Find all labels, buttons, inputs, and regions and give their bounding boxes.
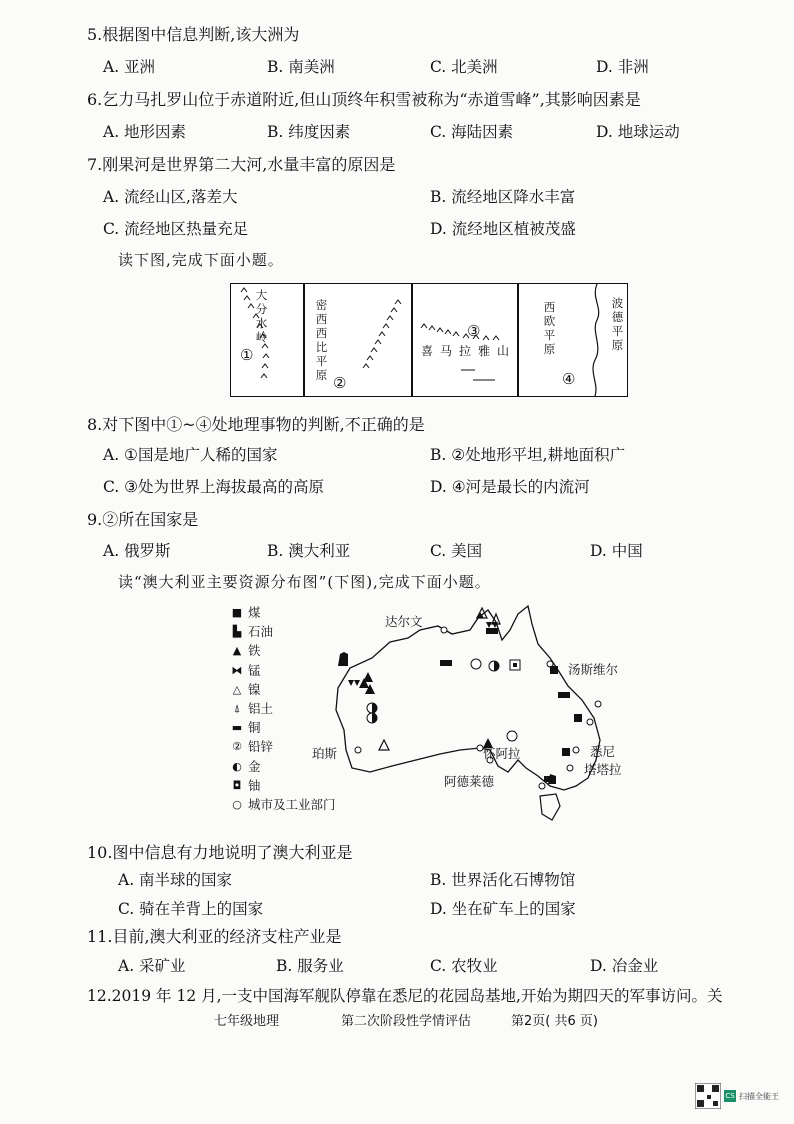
tasmania-outline: [540, 794, 560, 820]
question-number: 10.: [87, 843, 113, 862]
question-number: 11.: [87, 927, 113, 946]
question-stem: 根据图中信息判断,该大洲为: [102, 25, 300, 44]
copper-icon: ▬: [231, 721, 243, 735]
option-11d: D. 冶金业: [590, 957, 659, 975]
city-label-perth: 珀斯: [312, 746, 338, 761]
option-5b: B. 南美洲: [267, 58, 335, 76]
oil-icon: [548, 774, 556, 784]
copper-icon: [440, 660, 452, 666]
legend-item: ⧓ 锰: [230, 661, 336, 680]
option-10b: B. 世界活化石博物馆: [430, 871, 576, 889]
option-10a: A. 南半球的国家: [118, 871, 233, 889]
uranium-icon: ◘: [232, 778, 242, 792]
option-9d: D. 中国: [590, 542, 643, 560]
mountain-label-himalaya: 喜马拉雅山: [421, 344, 517, 358]
mountain-range-icon: [413, 284, 517, 396]
city-darwin-marker: [441, 627, 447, 633]
nickel-icon: [379, 740, 389, 750]
scanner-watermark: [695, 1081, 785, 1111]
city-label-sydney: 悉尼: [590, 744, 616, 759]
legend-item: ▬ 铜: [230, 718, 336, 737]
question-5: [87, 22, 299, 45]
option-9b: B. 澳大利亚: [267, 542, 351, 560]
city-label-darwin: 达尔文: [385, 614, 423, 629]
city-icon: ○: [232, 798, 242, 812]
question-9: [87, 507, 198, 530]
question-number: 6.: [87, 90, 103, 109]
legend-item: ▙ 石油: [230, 622, 336, 641]
city-label-townsville: 汤斯维尔: [568, 662, 619, 677]
city-label-whyalla: 怀阿拉: [483, 746, 521, 761]
uranium-icon: [513, 663, 517, 667]
option-6c: C. 海陆因素: [430, 123, 514, 141]
option-11b: B. 服务业: [276, 957, 344, 975]
question-stem: 2019 年 12 月,一支中国海军舰队停靠在悉尼的花园岛基地,开始为期四天的军事访问。关: [111, 987, 723, 1005]
city-brisbane-marker: [587, 719, 593, 725]
oil-icon: [338, 652, 348, 666]
manganese-icon: [348, 680, 360, 686]
manganese-icon: ⧓: [231, 663, 243, 677]
legend-item: ◘ 铀: [230, 776, 336, 795]
figure1-panel-3: [412, 283, 518, 397]
plain-label-west-europe: 西欧平原: [543, 300, 556, 356]
camscanner-logo-icon: CS: [725, 1092, 735, 1100]
figure1-panel-2: [304, 283, 412, 397]
question-number: 8.: [87, 415, 103, 434]
option-8d: D. ④河是最长的内流河: [430, 478, 590, 496]
legend-item: △ 镍: [230, 680, 336, 699]
question-stem: 对下图中①~④处地理事物的判断,不正确的是: [102, 415, 425, 434]
coal-icon: [562, 748, 570, 756]
option-9c: C. 美国: [430, 542, 483, 560]
option-5c: C. 北美洲: [430, 58, 498, 76]
legend-item: ■ 煤: [230, 603, 336, 622]
question-stem: 刚果河是世界第二大河,水量丰富的原因是: [102, 155, 396, 174]
option-10d: D. 坐在矿车上的国家: [430, 900, 576, 918]
bauxite-icon: ⍋: [233, 702, 241, 716]
oil-icon: ▙: [232, 625, 242, 639]
marker-3: ③: [467, 322, 481, 340]
legend-item: ② 铅锌: [230, 737, 336, 756]
figure1-panel-4: [518, 283, 628, 397]
lead-zinc-icon: [507, 731, 517, 741]
city-melbourne-marker: [539, 783, 545, 789]
figure1-panel-1: [230, 283, 304, 397]
mountain-range-icon: [305, 284, 411, 396]
option-6b: B. 纬度因素: [267, 123, 351, 141]
question-10: [87, 840, 352, 863]
copper-icon: [558, 692, 570, 698]
city-perth-marker: [355, 747, 361, 753]
plain-label-mississippi: 密西西比平原: [315, 298, 328, 382]
option-9a: A. 俄罗斯: [103, 542, 171, 560]
copper-icon: [486, 628, 498, 634]
option-5a: A. 亚洲: [103, 58, 156, 76]
coal-icon: [574, 714, 582, 722]
gold-icon: ◐: [232, 759, 242, 773]
question-12: [87, 984, 722, 1006]
footer-exam: 第二次阶段性学情评估: [341, 1014, 472, 1029]
option-11a: A. 采矿业: [118, 957, 186, 975]
question-number: 5.: [87, 25, 103, 44]
nickel-icon: △: [232, 682, 242, 696]
option-7c: C. 流经地区热量充足: [103, 220, 249, 238]
figure1-intro: 读下图,完成下面小题。: [118, 251, 284, 269]
city-sydney-marker: [573, 747, 579, 753]
city-label-tartara: 塔塔拉: [584, 762, 622, 777]
option-6a: A. 地形因素: [103, 123, 187, 141]
option-7d: D. 流经地区植被茂盛: [430, 220, 576, 238]
question-7: [87, 152, 395, 175]
question-11: [87, 924, 342, 947]
legend-item: ◐ 金: [230, 757, 336, 776]
option-11c: C. 农牧业: [430, 957, 498, 975]
question-number: 12.: [87, 987, 112, 1005]
question-8: [87, 412, 425, 435]
mountain-label-great-dividing-range: 大分水岭: [255, 288, 268, 344]
question-6: [87, 87, 641, 110]
marker-2: ②: [333, 374, 347, 392]
option-7a: A. 流经山区,落差大: [103, 188, 238, 206]
question-number: 7.: [87, 155, 103, 174]
australia-resource-map: [320, 600, 620, 830]
option-5d: D. 非洲: [596, 58, 649, 76]
city-tartara-marker: [567, 765, 573, 771]
legend-item: ⍋ 铝土: [230, 699, 336, 718]
lead-zinc-icon: ②: [232, 740, 242, 754]
question-stem: ②所在国家是: [102, 510, 199, 529]
footer-subject: 七年级地理: [214, 1014, 280, 1029]
iron-icon: ▲: [232, 644, 242, 658]
scanner-name: 扫描全能王: [739, 1091, 779, 1101]
option-6d: D. 地球运动: [596, 123, 680, 141]
question-stem: 乞力马扎罗山位于赤道附近,但山顶终年积雪被称为“赤道雪峰”,其影响因素是: [102, 90, 641, 109]
option-10c: C. 骑在羊背上的国家: [118, 900, 264, 918]
option-8b: B. ②处地形平坦,耕地面积广: [430, 446, 626, 464]
legend-item: ▲ 铁: [230, 641, 336, 660]
figure2-intro: 读“澳大利亚主要资源分布图”(下图),完成下面小题。: [118, 573, 491, 591]
legend-item: ○ 城市及工业部门: [230, 795, 336, 814]
gold-symbols: [367, 659, 517, 741]
plain-label-polish-german: 波德平原: [611, 296, 624, 352]
city-east-coast-marker: [595, 701, 601, 707]
question-stem: 目前,澳大利亚的经济支柱产业是: [112, 927, 342, 946]
lead-zinc-icon: [471, 659, 481, 669]
coal-icon: [550, 666, 558, 674]
footer-page: 第2页( 共6 页): [511, 1014, 598, 1029]
city-label-adelaide: 阿德莱德: [444, 774, 495, 789]
option-7b: B. 流经地区降水丰富: [430, 188, 576, 206]
marker-4: ④: [562, 370, 576, 388]
option-8c: C. ③处为世界上海拔最高的高原: [103, 478, 325, 496]
question-stem: 图中信息有力地说明了澳大利亚是: [112, 843, 353, 862]
marker-1: ①: [240, 346, 254, 364]
coal-icon: ■: [231, 606, 243, 619]
option-8a: A. ①国是地广人稀的国家: [103, 446, 278, 464]
qr-code-icon: [695, 1083, 721, 1109]
question-number: 9.: [87, 510, 103, 529]
